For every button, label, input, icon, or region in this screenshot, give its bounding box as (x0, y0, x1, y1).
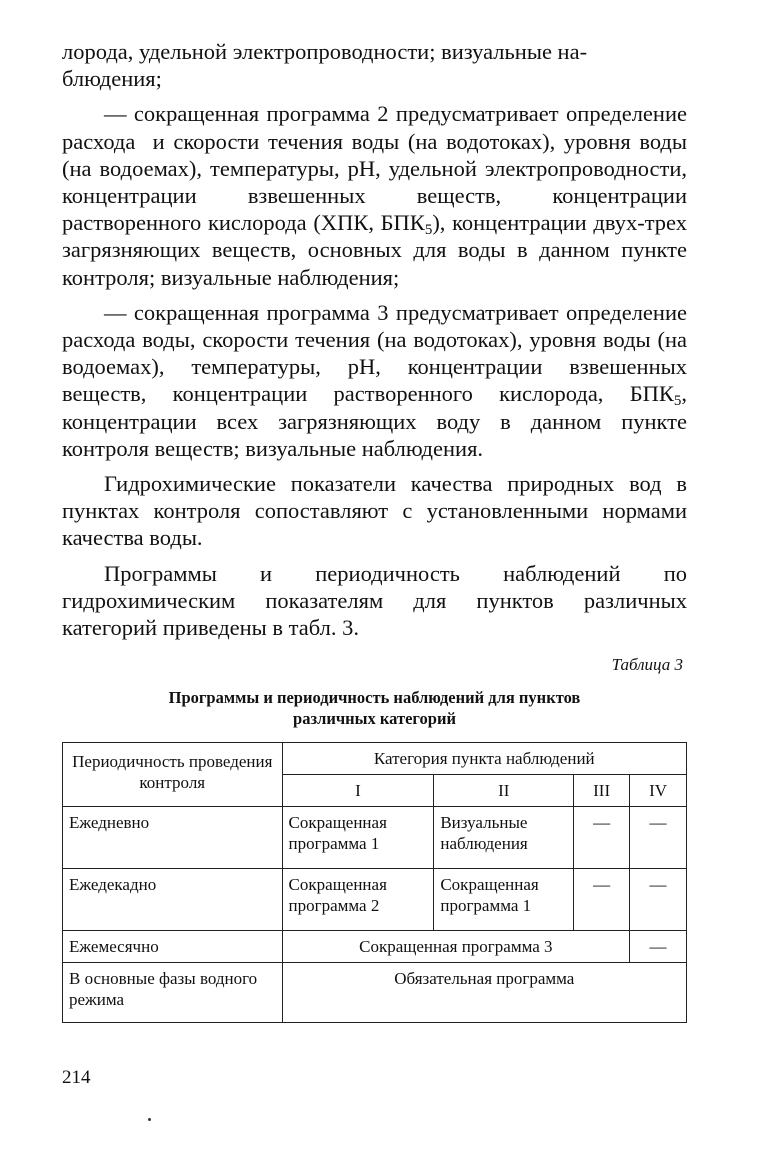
subscript: 5 (424, 222, 433, 239)
table-cell-merged: Сокращенная программа 3 (282, 931, 630, 963)
header-category-1: I (282, 775, 434, 807)
table-cell: — (574, 807, 630, 869)
table-row (63, 931, 687, 963)
table-cell: Сокращенная программа 1 (434, 869, 574, 931)
row-label: В основные фазы водного режима (63, 963, 283, 1023)
header-category-4: IV (630, 775, 687, 807)
page-number: 214 (62, 1067, 91, 1088)
table-title (62, 687, 687, 729)
table-cell: — (630, 931, 687, 963)
table-cell: Сокращенная программа 1 (282, 807, 434, 869)
table-title-line1: Программы и периодичность наблюдений для пунктов (168, 688, 581, 708)
table-cell: Визуальные наблюдения (434, 807, 574, 869)
header-periodicity: Периодичность проведения контроля (63, 743, 283, 807)
page-content (62, 38, 687, 1023)
header-category-group: Категория пункта наблюдений (282, 743, 686, 775)
table-row (63, 807, 687, 869)
table-row (63, 963, 687, 1023)
observation-table (62, 742, 687, 1023)
paragraph-continuation: лорода, удельной электропроводности; визуальные на- блюдения; (62, 39, 588, 92)
table-cell: — (630, 869, 687, 931)
table-cell-merged: Обязательная программа (282, 963, 686, 1023)
row-label: Ежедекадно (63, 869, 283, 931)
table-cell: — (574, 869, 630, 931)
table-cell: Сокращенная программа 2 (282, 869, 434, 931)
table-label: Таблица 3 (611, 655, 683, 675)
header-category-3: III (574, 775, 630, 807)
subscript: 5 (673, 393, 682, 410)
table-header-row (63, 743, 687, 775)
row-label: Ежемесячно (63, 931, 283, 963)
paragraph-programs-ref: Программы и периодичность наблюдений по гидрохимическим показателям для пунктов различных категорий приведены в табл. 3. (62, 560, 687, 641)
paragraph-program-3: — сокращенная программа 3 предусматривает определение расхода воды, скорости течения (на водотоках), уровня воды (на водоемах), температуры, pH, концентрации взвешенных веществ, концентрации растворенного кислорода, $БПК_5$, концентрации всех загрязняющих воду в данном пункте контроля веществ; визуальные наблюдения. (62, 299, 687, 461)
table-title-line2: различных категорий (293, 709, 456, 729)
table-row (63, 869, 687, 931)
paragraph-hydrochem: Гидрохимические показатели качества природных вод в пунктах контроля сопоставляют с установленными нормами качества воды. (62, 471, 687, 551)
paragraph-program-2: — сокращенная программа 2 предусматривает определение расхода и скорости течения воды (на водотоках), уровня воды (на водоемах), температуры, pH, удельной электропроводности, концентрации взвешенных веществ, концентрации растворенного кислорода (ХПК, $БПК_5$), концентрации двух-трех загрязняющих веществ, основных для воды в данном пункте контроля; визуальные наблюдения; (62, 101, 687, 290)
scan-speck (148, 1118, 151, 1121)
header-category-2: II (434, 775, 574, 807)
row-label: Ежедневно (63, 807, 283, 869)
table-cell: — (630, 807, 687, 869)
